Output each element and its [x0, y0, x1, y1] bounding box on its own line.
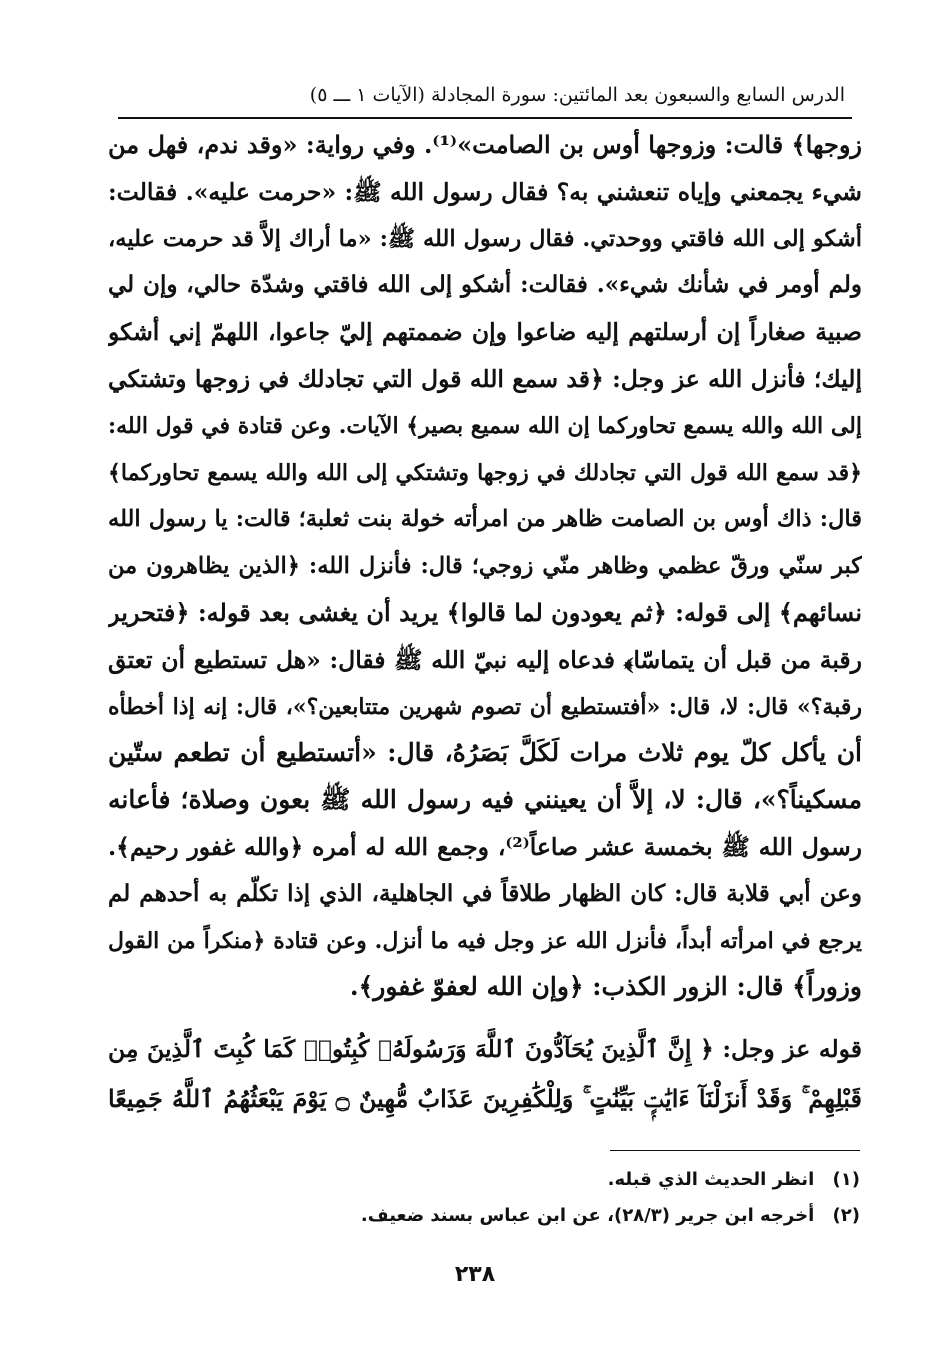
text-line: شيء يجمعني وإياه تنعشني به؟ فقال رسول الله ﷺ: «حرمت عليه». فقالت: [108, 177, 862, 206]
running-header: الدرس السابع والسبعون بعد المائتين: سورة المجادلة (الآيات ١ ـــ ٥) [309, 84, 845, 106]
page-number: ٢٣٨ [454, 1262, 496, 1287]
footnotes [300, 1162, 860, 1234]
footnote-text: انظر الحديث الذي قبله. [607, 1169, 815, 1190]
text-line: وعن أبي قلابة قال: كان الظهار طلاقاً في الجاهلية، الذي إذا تكلّم به أحدهم لم [108, 879, 862, 907]
footnote-text: أخرجه ابن جرير (٢٨/٣)، عن ابن عباس بسند ضعيف. [360, 1205, 815, 1226]
text-line: ﴿قد سمع الله قول التي تجادلك في زوجها وتشتكي إلى الله والله يسمع تحاوركما﴾ [108, 459, 862, 486]
footnote-rule [610, 1150, 860, 1151]
text-line: أشكو إلى الله فاقتي ووحدتي. فقال رسول الله ﷺ: «ما أراك إلاَّ قد حرمت عليه، [108, 225, 862, 252]
text-line: رقبة؟» قال: لا، قال: «أفتستطيع أن تصوم شهرين متتابعين؟»، قال: إنه إذا أخطأه [108, 693, 862, 720]
text-line: قال: ذاك أوس بن الصامت ظاهر من امرأته خولة بنت ثعلبة؛ قالت: يا رسول الله [108, 506, 862, 533]
text-line: نسائهم﴾ إلى قوله: ﴿ثم يعودون لما قالوا﴾ يريد أن يغشى بعد قوله: ﴿فتحرير [108, 597, 862, 627]
footnote [300, 1162, 860, 1198]
quran-line: قَبْلِهِمْ ۚ وَقَدْ أَنزَلْنَآ ءَايَٰتٍۭ بَيِّنَٰتٍ ۚ وَلِلْكَٰفِرِينَ عَذَابٌ مُّهِينٌ ۝ يَوْمَ يَبْعَثُهُمُ ٱللَّهُ جَمِيعًا [108, 1084, 862, 1113]
body-text [108, 122, 862, 1011]
footnote [300, 1198, 860, 1234]
quran-verse-block [108, 1024, 862, 1124]
footnote-number: (٢) [832, 1205, 860, 1226]
text-line: زوجها﴾ قالت: وزوجها أوس بن الصامت»⁽¹⁾. وفي رواية: «وقد ندم، فهل من [108, 130, 862, 159]
text-line: رقبة من قبل أن يتماسّا﴾ فدعاه إليه نبيّ الله ﷺ فقال: «هل تستطيع أن تعتق [108, 645, 862, 674]
text-line: إليك؛ فأنزل الله عز وجل: ﴿قد سمع الله قول التي تجادلك في زوجها وتشتكي [108, 364, 862, 393]
quran-line: قوله عز وجل: ﴿ إِنَّ ٱلَّذِينَ يُحَآدُّونَ ٱللَّهَ وَرَسُولَهُۥ كُبِتُوا۟ كَمَا كُبِتَ ٱلَّذِينَ مِن [108, 1035, 862, 1063]
text-line: يرجع في امرأته أبداً، فأنزل الله عز وجل فيه ما أنزل. وعن قتادة ﴿منكراً من القول [108, 927, 862, 954]
text-line: كبر سنّي ورقّ عظمي وظاهر منّي زوجي؛ قال: فأنزل الله: ﴿الذين يظاهرون من [108, 553, 862, 580]
text-line: مسكيناً؟»، قال: لا، إلاَّ أن يعينني فيه رسول الله ﷺ بعون وصلاة؛ فأعانه [108, 785, 862, 815]
text-line: أن يأكل كلّ يوم ثلاث مرات لَكَلَّ بَصَرُهُ، قال: «أتستطيع أن تطعم ستّين [108, 738, 862, 768]
text-line: إلى الله والله يسمع تحاوركما إن الله سميع بصير﴾ الآيات. وعن قتادة في قول الله: [108, 412, 862, 439]
text-line: رسول الله ﷺ بخمسة عشر صاعاً⁽²⁾، وجمع الله له أمره ﴿والله غفور رحيم﴾. [108, 832, 862, 861]
text-line: ولم أومر في شأنك شيء». فقالت: أشكو إلى الله فاقتي وشدّة حالي، وإن لي [108, 271, 862, 299]
header-rule [118, 117, 852, 119]
text-line: صبية صغاراً إن أرسلتهم إليه ضاعوا وإن ضممتهم إليّ جاعوا، اللهمّ إني أشكو [108, 318, 862, 347]
footnote-number: (١) [832, 1169, 860, 1190]
text-line: وزوراً﴾ قال: الزور الكذب: ﴿وإن الله لعفوّ غفور﴾. [349, 972, 862, 1002]
